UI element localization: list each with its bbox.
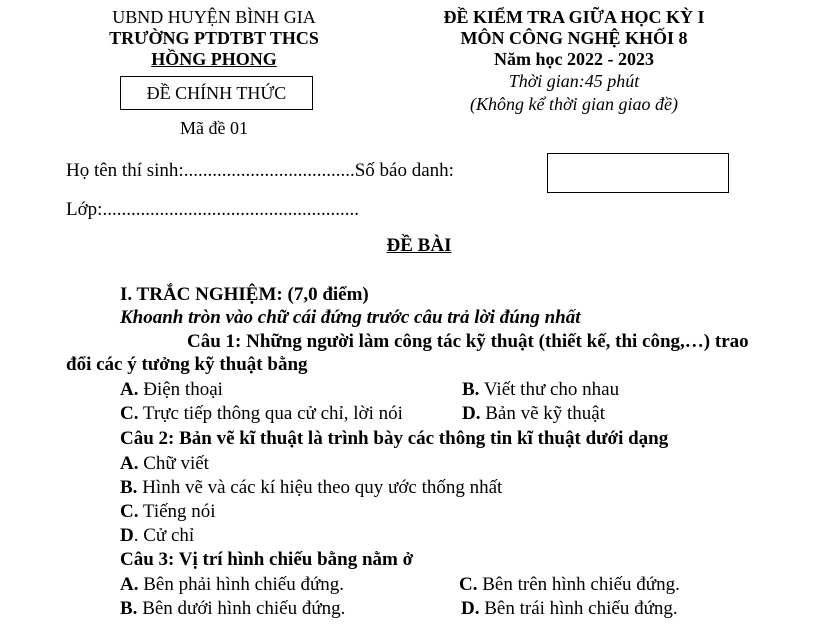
question-2-option-b[interactable] (120, 476, 502, 500)
official-label: ĐỀ CHÍNH THỨC (146, 83, 287, 103)
option-text: Tiếng nói (138, 501, 216, 522)
question-2-option-c[interactable] (120, 500, 216, 524)
student-name-field[interactable]: .................................... (183, 160, 355, 181)
student-class-row (66, 198, 359, 222)
question-1-option-b[interactable] (462, 378, 619, 402)
question-3-line-1 (120, 548, 413, 572)
question-1-option-d[interactable] (462, 402, 605, 426)
student-name-label: Họ tên thí sinh: (66, 160, 184, 181)
option-text: Bên phải hình chiếu đứng. (138, 574, 345, 595)
option-text: Bên dưới hình chiếu đứng. (137, 598, 346, 619)
option-letter: A. (120, 574, 139, 595)
option-letter: B. (462, 379, 480, 400)
option-text: Bản vẽ kỹ thuật (480, 403, 606, 424)
option-text: Hình vẽ và các kí hiệu theo quy ước thống nhất (137, 477, 503, 498)
exam-time-note: (Không kể thời gian giao đề) (469, 94, 679, 114)
option-letter: D. (461, 598, 480, 619)
official-box (120, 76, 313, 110)
page-title: ĐỀ BÀI (386, 235, 452, 256)
question-3-option-c[interactable] (459, 573, 680, 597)
question-2-line-1: Câu 2: Bản vẽ kĩ thuật là trình bày các thông tin kĩ thuật dưới dạng (120, 428, 669, 449)
question-1-line-2: đổi các ý tưởng kỹ thuật bằng (66, 354, 308, 375)
option-text: . Cử chỉ (133, 525, 195, 546)
student-id-label: Số báo danh: (354, 160, 454, 181)
option-text: Điện thoại (138, 379, 223, 400)
option-text: Bên trên hình chiếu đứng. (477, 574, 680, 595)
school-name-2: HỒNG PHONG (151, 49, 277, 69)
question-3-text: Câu 3: Vị trí hình chiếu bằng nằm ở (120, 549, 414, 570)
option-letter: C. (459, 574, 478, 595)
question-1-option-c[interactable] (120, 402, 403, 426)
student-name-row (66, 159, 454, 183)
option-letter: A. (120, 379, 139, 400)
exam-code: Mã đề 01 (180, 118, 248, 138)
question-2-option-d[interactable] (120, 524, 194, 548)
student-class-field[interactable]: ...................................................... (102, 199, 359, 220)
question-2-option-a[interactable] (120, 452, 209, 476)
option-text: Bên trái hình chiếu đứng. (479, 598, 678, 619)
question-1-option-a[interactable] (120, 378, 223, 402)
school-year: Năm học 2022 - 2023 (494, 49, 654, 69)
option-letter: B. (120, 477, 138, 498)
question-3-option-d[interactable] (461, 597, 678, 621)
option-letter: C. (120, 501, 139, 522)
option-letter: A. (120, 453, 139, 474)
school-name: TRƯỜNG PTDTBT THCS (109, 28, 319, 48)
option-text: Chữ viết (138, 453, 209, 474)
section-instruction: Khoanh tròn vào chữ cái đứng trước câu trả lời đúng nhất (120, 307, 581, 328)
exam-title: ĐỀ KIỂM TRA GIỮA HỌC KỲ I (443, 7, 705, 27)
exam-time: Thời gian:45 phút (508, 71, 640, 91)
option-letter: D. (462, 403, 481, 424)
option-text: Trực tiếp thông qua cử chỉ, lời nói (138, 403, 403, 424)
option-letter: B. (120, 598, 138, 619)
question-1-line-1: Câu 1: Những người làm công tác kỹ thuật (thiết kế, thi công,…) trao (187, 331, 749, 352)
question-3-option-a[interactable] (120, 573, 344, 597)
exam-subject: MÔN CÔNG NGHỆ KHỐI 8 (460, 28, 688, 48)
student-class-label: Lớp: (66, 199, 103, 220)
option-letter: D (120, 525, 134, 546)
section-heading: I. TRẮC NGHIỆM: (7,0 điểm) (120, 284, 369, 305)
student-id-field[interactable] (547, 153, 729, 193)
question-3-option-b[interactable] (120, 597, 345, 621)
option-text: Viết thư cho nhau (479, 379, 620, 400)
option-letter: C. (120, 403, 139, 424)
school-district: UBND HUYỆN BÌNH GIA (112, 7, 316, 27)
